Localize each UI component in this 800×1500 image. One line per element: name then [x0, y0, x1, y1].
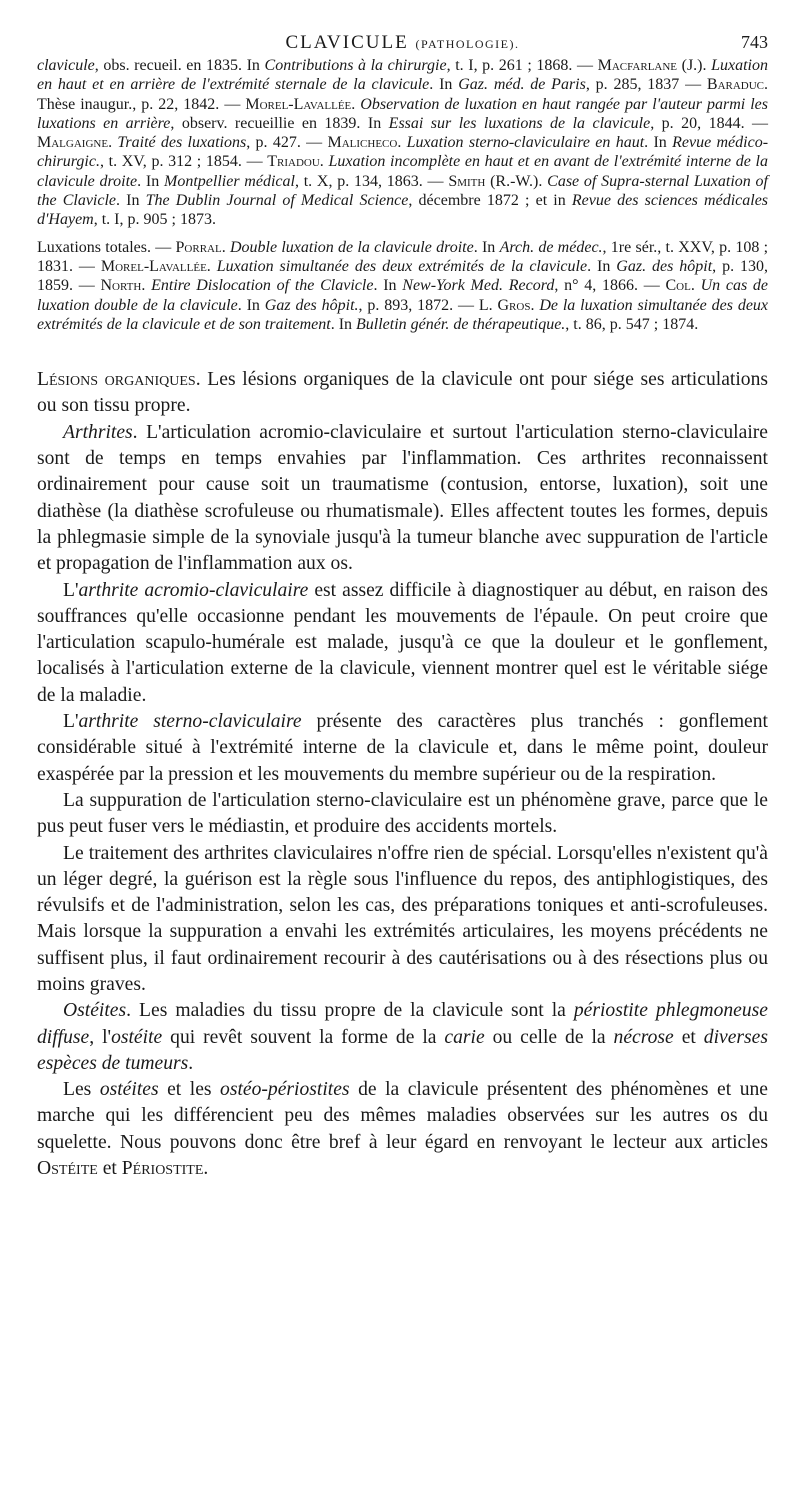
book-page [37, 30, 768, 1182]
text-run: qui revêt souvent la forme de la [162, 1026, 445, 1048]
text-run: . [206, 257, 217, 275]
text-run: . [319, 153, 329, 171]
italic-text: Gaz. des hôpit [616, 257, 713, 275]
small-caps-text: Morel-Lavallée [100, 257, 207, 275]
body-text [37, 367, 768, 1182]
italic-text: Arthrites [63, 421, 133, 443]
italic-text: Ostéites [63, 1000, 127, 1022]
text-run: . In [473, 238, 500, 256]
small-caps-text: Triadou [267, 153, 320, 171]
text-run: . [530, 296, 540, 314]
italic-text: Luxation sterno-claviculaire en haut [406, 134, 645, 152]
text-run: , 1re sér., t. XXV, p. 108 ; 1831. — [37, 238, 769, 275]
body-paragraph [37, 709, 768, 788]
text-run: , t. XV, p. 312 ; 1854. — [99, 153, 268, 171]
small-caps-text: Périostite [121, 1158, 204, 1180]
text-run: et les [158, 1079, 221, 1101]
text-run: L' [63, 579, 79, 601]
italic-text: clavicule [37, 57, 95, 74]
text-run: (J.). [677, 57, 712, 74]
italic-text: Bulletin génér. de thérapeutique. [356, 315, 566, 333]
italic-text: carie [444, 1026, 485, 1048]
text-run: , p. 893, 1872. — L. [358, 296, 498, 314]
text-run: , p. 427. — [246, 134, 328, 152]
small-caps-text: North [100, 277, 142, 295]
italic-text: Double luxation de la clavicule droite [229, 238, 474, 256]
italic-text: arthrite sterno-claviculaire [78, 711, 302, 733]
text-run: . L'articulation acromio-claviculaire et surtout l'articulation sterno-claviculaire sont de temps en temps envahies par l'inflammation. Ces arthrites reconnaissent ordinairement pour cause soit un traumatisme (contusion, entorse, luxation), soit une diathèse (la diathèse scrofuleuse ou rhumatismale). Elles affectent toutes les formes, depuis la phlegmasie simple de la synoviale jusqu'à la tumeur blanche avec suppuration de l'article et propagation de l'inflammation aux os. [37, 421, 768, 575]
chapter-subtitle: (PATHOLOGIE). [415, 37, 520, 51]
text-run: , t. X, p. 134, 1863. — [294, 172, 449, 190]
small-caps-text: Ostéite [37, 1158, 98, 1180]
text-run: , p. 130, 1859. — [37, 257, 769, 295]
italic-text: diverses espèces de tumeurs [37, 1026, 768, 1074]
text-run: La suppuration de l'articulation sterno-claviculaire est un phénomène grave, parce que le pus peut fuser vers le médiastin, et produire des accidents mortels. [37, 789, 768, 838]
italic-text: Gaz des hôpit. [264, 296, 359, 314]
text-run: . In [429, 76, 459, 94]
italic-text: Gaz. méd. de Paris [458, 76, 586, 94]
italic-text: ostéites [99, 1079, 159, 1101]
text-run: , t. I, p. 261 ; 1868. — [446, 57, 598, 74]
small-caps-text: Macfarlane [597, 57, 678, 74]
italic-text: Contributions à la chirurgie [264, 57, 447, 74]
text-run: , observ. recueillie en 1839. In [170, 114, 389, 132]
running-head-title [37, 32, 768, 54]
text-run: . [351, 95, 361, 113]
italic-text: nécrose [613, 1026, 674, 1048]
italic-text: Revue médico-chirurgic. [37, 134, 769, 171]
italic-text: arthrite acromio-claviculaire [78, 579, 309, 601]
body-paragraph [37, 841, 768, 999]
text-run: . [108, 134, 118, 152]
small-caps-text: Malgaigne [37, 134, 109, 152]
bibliography-paragraph-1 [37, 56, 768, 230]
text-run: , n° 4, 1866. — [554, 277, 666, 295]
italic-text: Arch. de médec. [499, 238, 603, 256]
text-run: , p. 285, 1837 — [585, 76, 707, 94]
italic-text: Luxation incomplète en haut et en avant de l'extrémité interne de la clavicule droite [37, 153, 769, 190]
small-caps-text: Lésions organiques [37, 369, 196, 391]
running-head [37, 30, 768, 56]
text-run: . In [644, 134, 673, 152]
italic-text: ostéo-périostites [220, 1079, 350, 1101]
small-caps-text: Col [665, 277, 691, 295]
italic-text: Traité des luxations [117, 134, 247, 152]
italic-text: Luxation en haut et en arrière de l'extrémité sternale de la clavicule [37, 57, 768, 94]
text-run: . In [373, 277, 403, 295]
page-number: 743 [741, 32, 768, 52]
text-run: . [690, 277, 701, 295]
text-run: est assez difficile à diagnostiquer au début, en raison des souffrances qu'elle occasionne pendant les mouvements de l'épaule. On peut croire que l'articulation scapulo-humérale est malade, jusqu'à ce que la douleur et le gonflement, localisés à l'articulation externe de la clavicule, viennent montrer quel est le véritable siége de la maladie. [37, 579, 768, 706]
italic-text: Entire Dislocation of the Clavicle [151, 277, 374, 295]
text-run: . [188, 1052, 194, 1074]
italic-text: Case of Supra-sternal Luxation of the Clavicle [37, 172, 768, 210]
body-paragraph [37, 998, 768, 1077]
italic-text: Montpellier médical [164, 172, 295, 190]
body-paragraph [37, 578, 768, 709]
italic-text: Essai sur les luxations de la clavicule [388, 114, 651, 132]
italic-text: Revue des sciences médicales d'Hayem [37, 192, 769, 229]
text-run: . In [137, 172, 164, 190]
small-caps-text: Smith [448, 172, 486, 190]
italic-text: De la luxation simultanée des deux extrémités de la clavicule et de son traitement [37, 296, 769, 333]
small-caps-text: Malicheco [327, 134, 398, 152]
small-caps-text: Morel-Lavallée [245, 95, 352, 113]
chapter-title: CLAVICULE [285, 32, 409, 53]
text-run: . [203, 1158, 209, 1180]
text-run: . [141, 277, 152, 295]
text-run: . Les maladies du tissu propre de la clavicule sont la [126, 1000, 574, 1022]
italic-text: périostite phlegmoneuse diffuse [37, 1000, 768, 1048]
text-run: . [221, 238, 230, 256]
text-run: et [673, 1026, 704, 1048]
text-run: L' [63, 711, 79, 733]
italic-text: ostéite [111, 1026, 163, 1048]
body-paragraph [37, 367, 768, 420]
italic-text: Un cas de luxation double de la clavicule [37, 277, 769, 314]
italic-text: New-York Med. Record [402, 277, 555, 295]
small-caps-text: Gros [497, 296, 531, 314]
text-run: , t. 86, p. 547 ; 1874. [565, 315, 699, 333]
small-caps-text: Baraduc [706, 76, 765, 94]
text-run: ou celle de la [484, 1026, 614, 1048]
text-run: , décembre 1872 ; et in [408, 192, 572, 210]
text-run: , p. 20, 1844. — [650, 114, 769, 132]
text-run: Luxations totales. — [37, 238, 176, 256]
small-caps-text: Porral [175, 238, 222, 256]
italic-text: The Dublin Journal of Medical Science [145, 192, 409, 210]
text-run: (R.-W.). [485, 172, 548, 190]
text-run: . In [587, 257, 617, 275]
text-run: présente des caractères plus tranchés : gonflement considérable situé à l'extrémité interne de la clavicule et, dans le même point, douleur exaspérée par la pression et les mouvements du membre supérieur ou de la respiration. [37, 711, 768, 785]
text-run: , l' [89, 1026, 112, 1048]
text-run: . In [330, 315, 357, 333]
text-run: . In [237, 296, 265, 314]
bibliography-paragraph-2 [37, 238, 768, 334]
text-run: Le traitement des arthrites claviculaires n'offre rien de spécial. Lorsqu'elles n'existent qu'à un léger degré, la guérison est la règle sous l'influence du repos, des antiphlogistiques, des révulsifs et de l'administration, selon les cas, des préparations toniques et anti-scrofuleuses. Mais lorsque la suppuration a envahi les extrémités articulaires, les moyens précédents ne suffisent plus, il faut ordinairement recourir à des cautérisations ou à des résections plus ou moins graves. [37, 842, 768, 995]
italic-text: Luxation simultanée des deux extrémités de la clavicule [216, 257, 588, 275]
italic-text: Observation de luxation en haut rangée par l'auteur parmi les luxations en arrière [37, 95, 769, 132]
text-run: . Thèse inaugur., p. 22, 1842. — [37, 76, 769, 113]
text-run: . Les lésions organiques de la clavicule ont pour siége ses articulations ou son tissu propre. [37, 369, 768, 417]
text-run: . In [116, 192, 146, 210]
text-run: de la clavicule présentent des phénomènes et une marche qui les différencient peu des mêmes maladies observées sur les autres os du squelette. Nous pouvons donc être bref à leur égard en renvoyant le lecteur aux articles [37, 1079, 768, 1153]
text-run: , obs. recueil. en 1835. In [94, 57, 265, 74]
text-run: , t. I, p. 905 ; 1873. [93, 211, 216, 229]
body-paragraph [37, 420, 768, 578]
body-paragraph [37, 1077, 768, 1182]
body-paragraph [37, 788, 768, 841]
text-run: et [97, 1158, 122, 1180]
text-run: Les [63, 1079, 100, 1101]
text-run: . [397, 134, 407, 152]
